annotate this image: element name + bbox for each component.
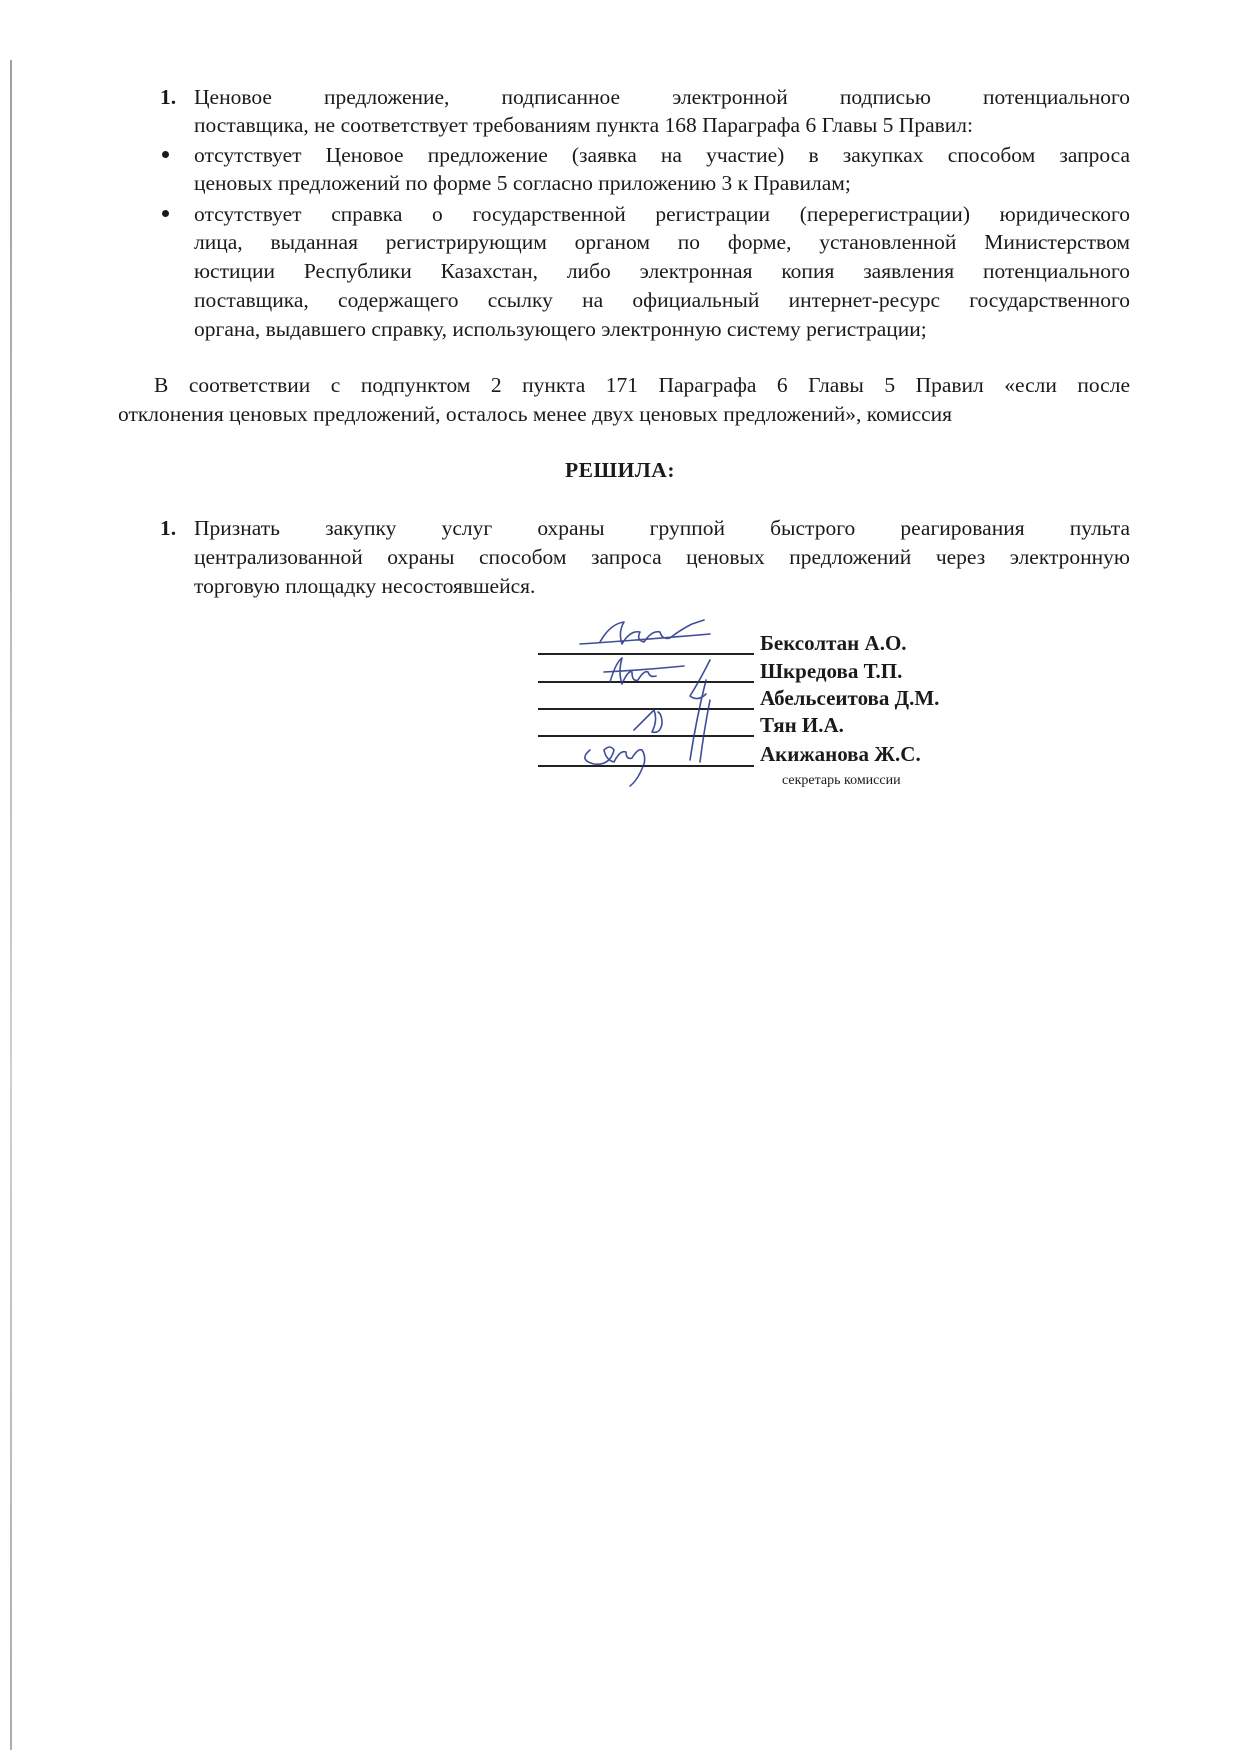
section-line: Ценовое предложение, подписанное электронной подписью потенциального [194,85,1130,109]
signature-mark [585,710,662,786]
bullet-line: юстиции Республики Казахстан, либо электронная копия заявления потенциального [194,259,1130,283]
bullet-line: отсутствует справка о государственной регистрации (перерегистрации) юридического [194,202,1130,226]
paragraph-line: отклонения ценовых предложений, осталось менее двух ценовых предложений», комиссия [118,402,953,426]
signatory-name: Абельсеитова Д.М. [760,686,940,710]
signatory-name: Акижанова Ж.С. [760,742,921,766]
bullet-line: органа, выдавшего справку, использующего электронную систему регистрации; [194,317,927,341]
decision-number: 1. [160,516,177,540]
signatory-name: Тян И.А. [760,713,844,737]
scan-edge [10,60,12,1750]
bullet-line: поставщика, содержащего ссылку на официальный интернет-ресурс государственного [194,288,1130,312]
bullet-line: отсутствует Ценовое предложение (заявка на участие) в закупках способом запроса [194,143,1130,167]
bullet-line: лица, выданная регистрирующим органом по форме, установленной Министерством [194,230,1130,254]
signature-mark [580,620,710,644]
bullet-icon [162,151,169,158]
signatory-name: Шкредова Т.П. [760,659,903,683]
paragraph-line: В соответствии с подпунктом 2 пункта 171 Параграфа 6 Главы 5 Правил «если после [154,373,1130,397]
decision-line: Признать закупку услуг охраны группой быстрого реагирования пульта [194,516,1130,540]
section-number: 1. [160,85,177,109]
signatory-role: секретарь комиссии [782,773,901,788]
section-line: поставщика, не соответствует требованиям пункта 168 Параграфа 6 Главы 5 Правил: [194,113,973,137]
bullet-icon [162,210,169,217]
decision-heading: РЕШИЛА: [564,458,675,482]
decision-line: централизованной охраны способом запроса ценовых предложений через электронную [194,545,1130,569]
signature-mark [604,658,710,699]
handwritten-signatures [560,600,780,800]
decision-line: торговую площадку несостоявшейся. [194,574,536,598]
signatory-name: Бексолтан А.О. [760,631,907,655]
bullet-line: ценовых предложений по форме 5 согласно приложению 3 к Правилам; [194,171,851,195]
